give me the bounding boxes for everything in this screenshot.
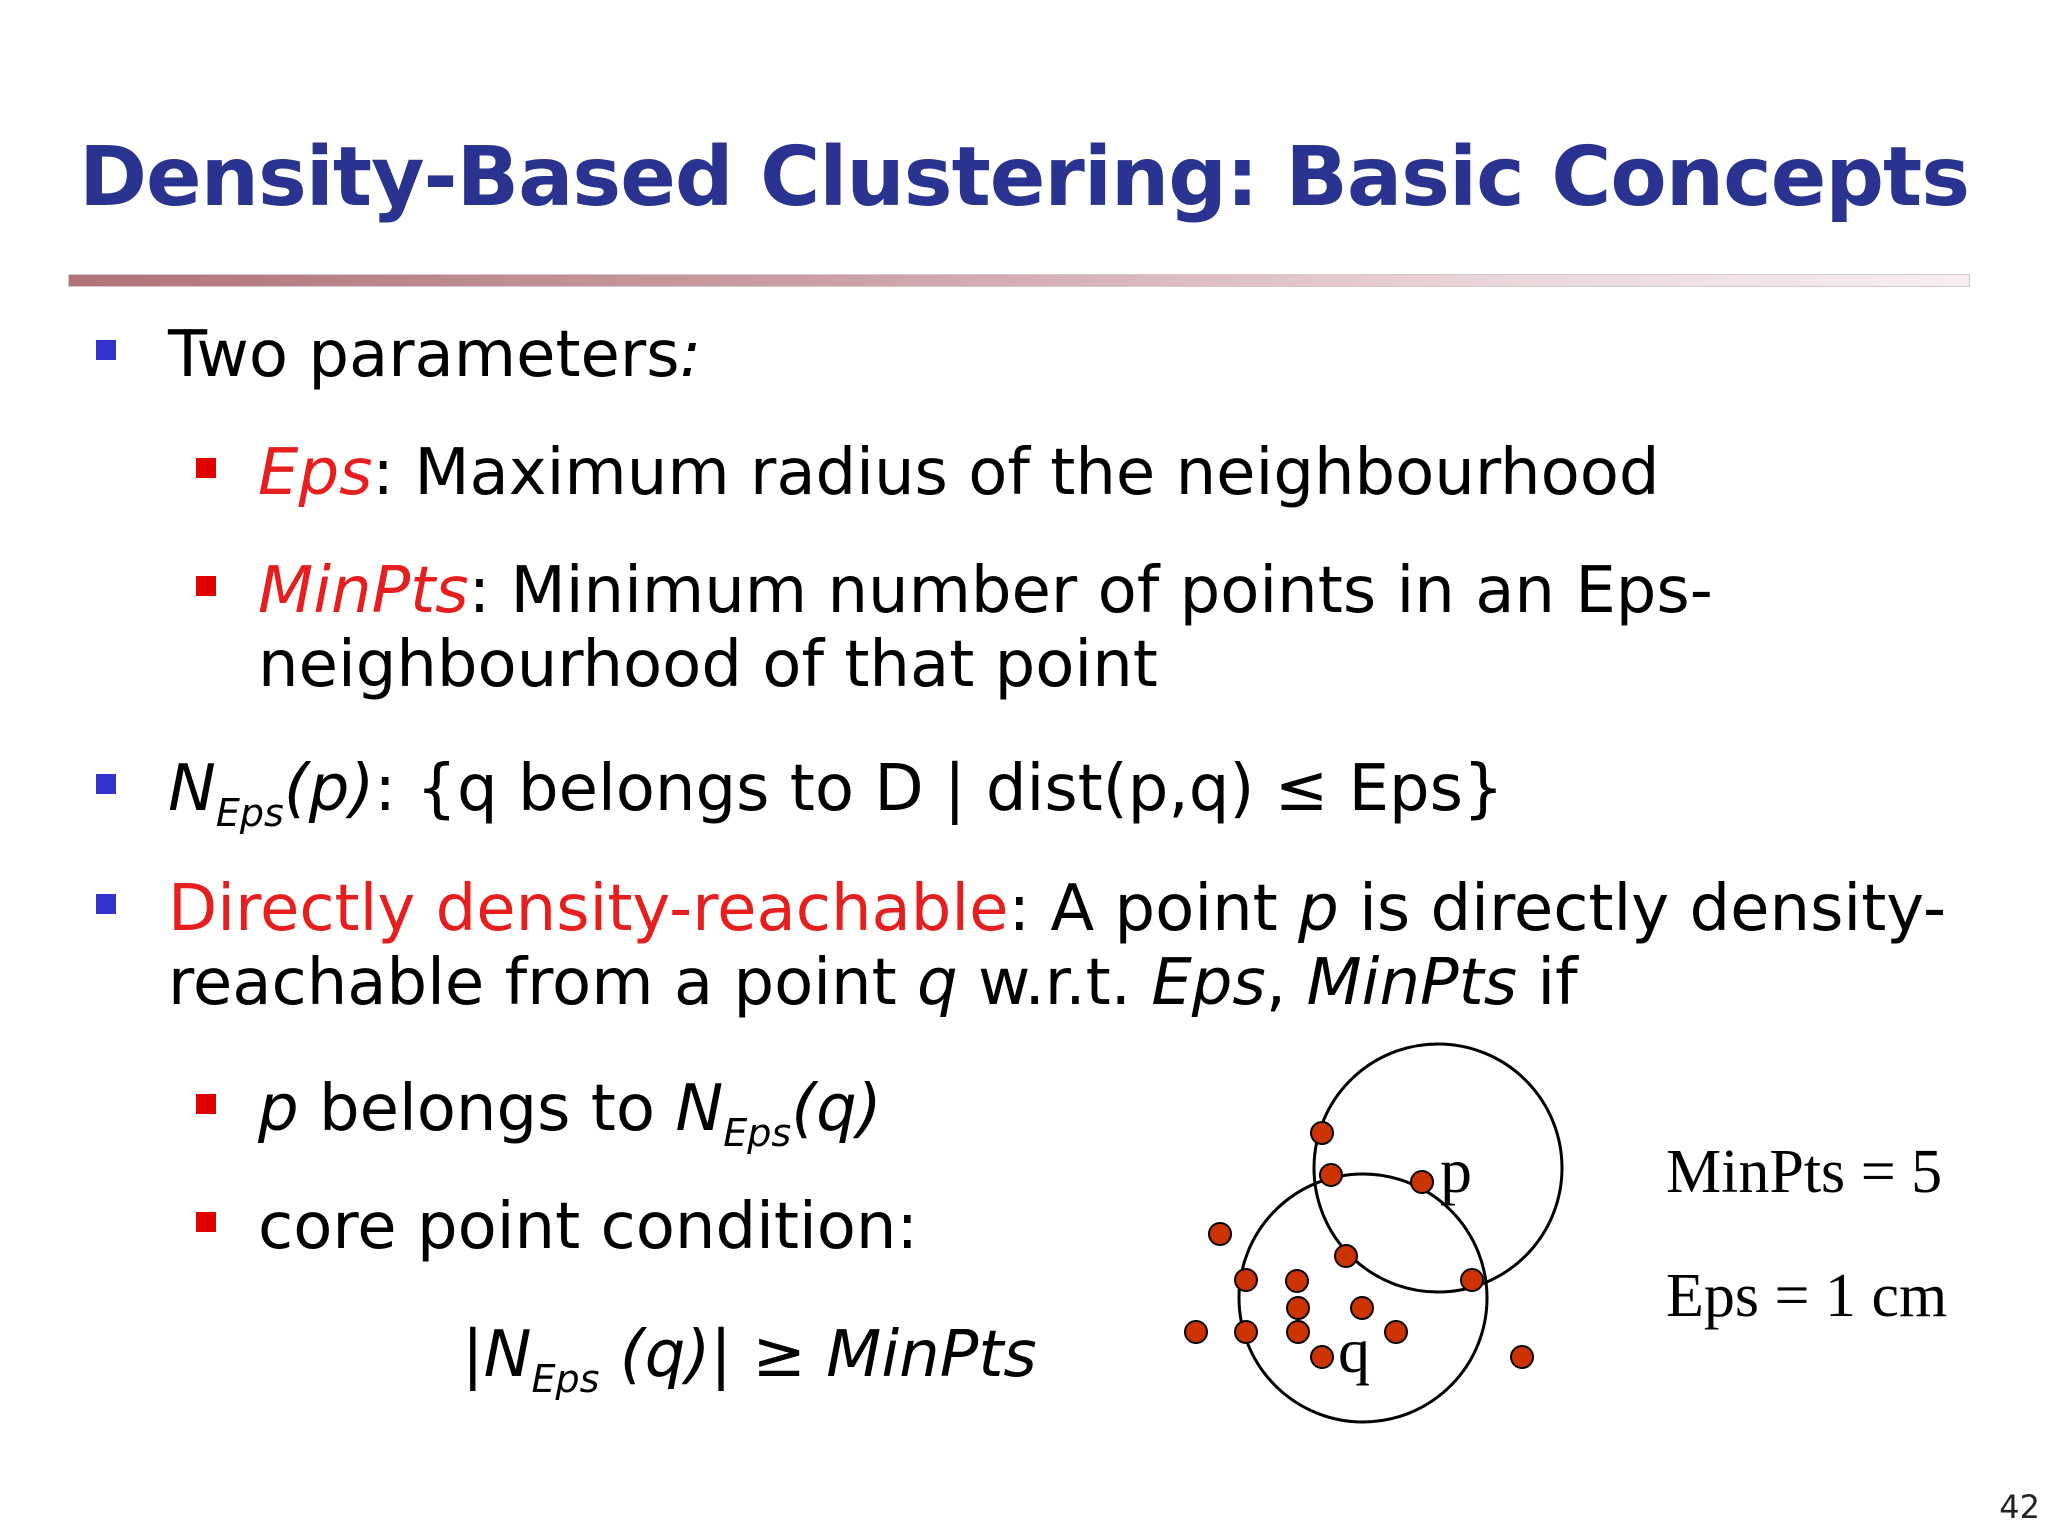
label-p: p <box>1440 1135 1472 1206</box>
data-point <box>1461 1269 1483 1291</box>
ddr-text-3: reachable from a point <box>168 946 917 1020</box>
ddr-comma: , <box>1265 946 1307 1020</box>
formula-subscript: Eps <box>531 1357 600 1401</box>
bullet-colon: : <box>679 318 702 392</box>
data-point <box>1287 1321 1309 1343</box>
minpts-description-line1: : Minimum number of points in an Eps- <box>468 554 1713 628</box>
ddr-q: q <box>917 946 958 1020</box>
label-q: q <box>1338 1315 1370 1386</box>
ddr-text-1: : A point <box>1008 872 1299 946</box>
ddr-eps: Eps <box>1151 946 1266 1020</box>
formula-open: |N <box>462 1318 532 1392</box>
term-eps: Eps <box>258 436 373 510</box>
ddr-minpts: MinPts <box>1306 946 1518 1020</box>
minpts-description-line2: neighbourhood of that point <box>258 628 1158 702</box>
formula-minpts: MinPts <box>826 1318 1037 1392</box>
data-point <box>1185 1321 1207 1343</box>
cond1-n: N <box>675 1072 724 1146</box>
term-minpts: MinPts <box>258 554 469 628</box>
cond1-argument: (q) <box>791 1072 882 1146</box>
data-point-q <box>1311 1346 1333 1368</box>
core-point-text: core point condition: <box>258 1190 918 1264</box>
ddr-p: p <box>1298 872 1339 946</box>
data-point <box>1511 1346 1533 1368</box>
ddr-text-2: is directly density- <box>1338 872 1947 946</box>
data-point <box>1287 1297 1309 1319</box>
neps-set-definition: : {q belongs to D | dist(p,q) ≤ Eps} <box>374 752 1504 826</box>
cond1-subscript: Eps <box>723 1111 792 1155</box>
data-point <box>1209 1223 1231 1245</box>
data-point-p <box>1411 1171 1433 1193</box>
neps-symbol: N <box>168 752 216 826</box>
eps-description: : Maximum radius of the neighbourhood <box>372 436 1660 510</box>
ddr-text-4: w.r.t. <box>957 946 1152 1020</box>
cond1-p: p <box>258 1072 299 1146</box>
data-point <box>1320 1164 1342 1186</box>
data-point <box>1286 1270 1308 1292</box>
bullet-text: Two parameters <box>168 318 680 392</box>
data-point <box>1235 1269 1257 1291</box>
formula-argument: (q)| <box>599 1318 732 1392</box>
neps-subscript: Eps <box>215 791 284 835</box>
formula-ge: ≥ <box>731 1318 827 1392</box>
data-point <box>1335 1245 1357 1267</box>
data-point <box>1311 1122 1333 1144</box>
slide-title: Density-Based Clustering: Basic Concepts <box>78 130 1970 225</box>
term-directly-density-reachable: Directly density-reachable <box>168 872 1009 946</box>
minpts-value-label: MinPts = 5 <box>1666 1138 1943 1206</box>
data-point <box>1235 1321 1257 1343</box>
page-number: 42 <box>1999 1488 2040 1526</box>
eps-value-label: Eps = 1 cm <box>1666 1262 1948 1330</box>
data-point <box>1385 1321 1407 1343</box>
cond1-text: belongs to <box>298 1072 676 1146</box>
neps-argument: (p) <box>283 752 375 826</box>
ddr-text-5: if <box>1517 946 1578 1020</box>
